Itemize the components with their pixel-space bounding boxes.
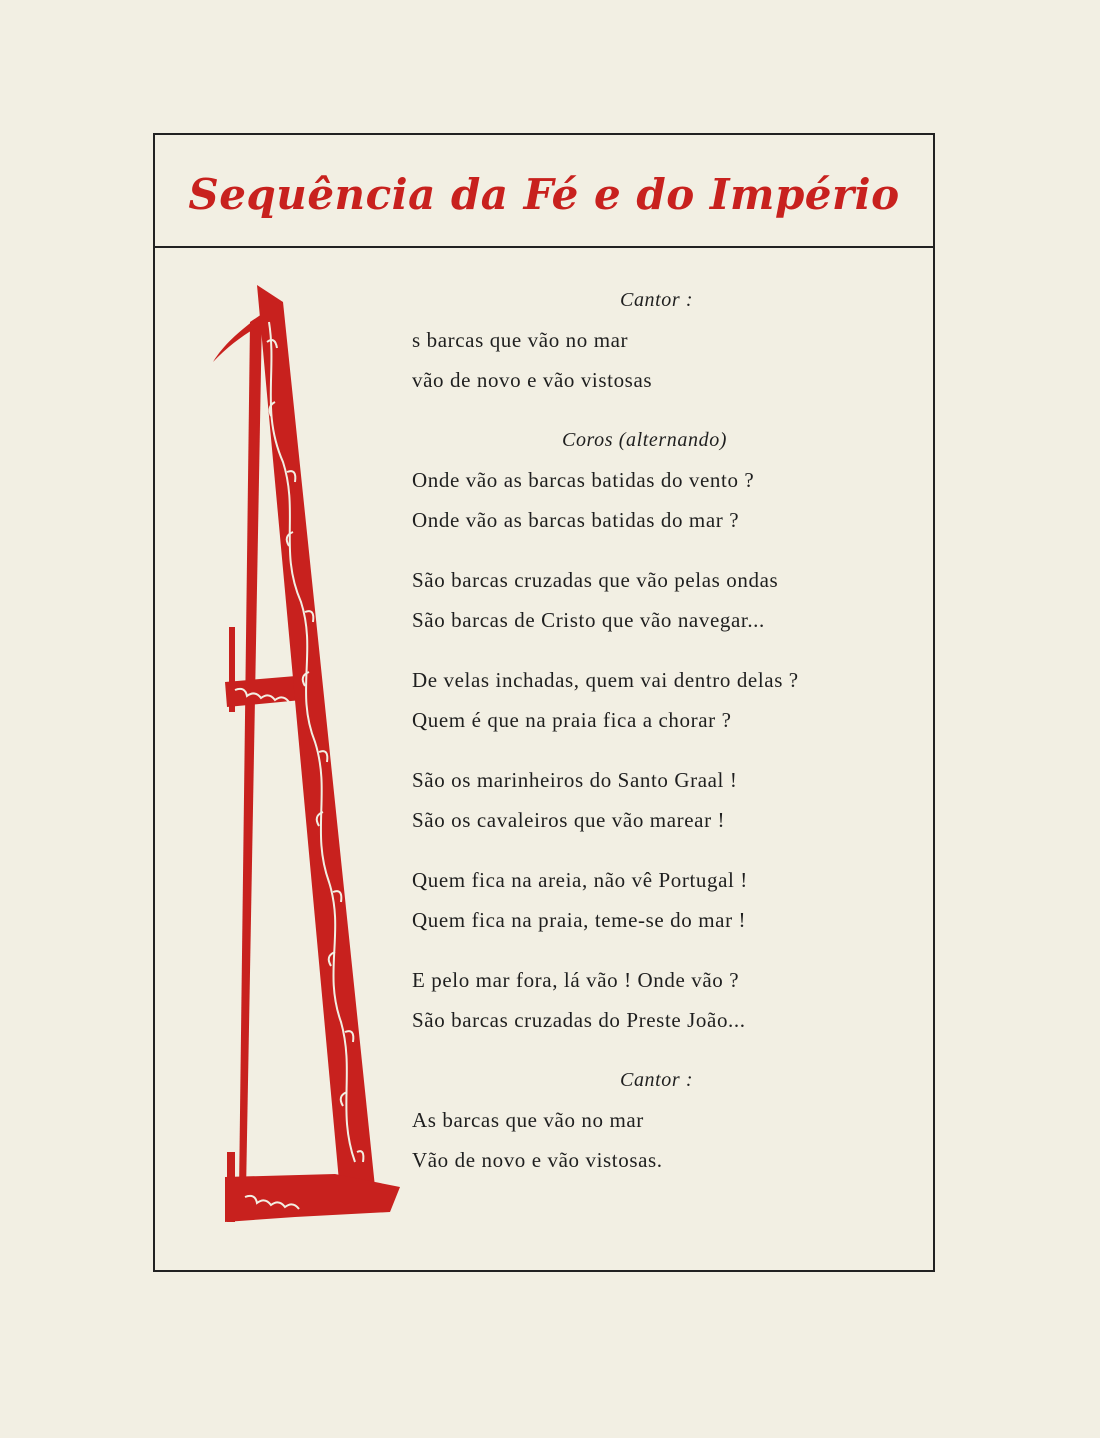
- poem-line: As barcas que vão no mar: [412, 1108, 644, 1132]
- poem-line: São os marinheiros do Santo Graal !: [412, 768, 738, 792]
- poem-line: E pelo mar fora, lá vão ! Onde vão ?: [412, 968, 740, 992]
- poem-line: São barcas cruzadas do Preste João...: [412, 1008, 746, 1032]
- page-title: Sequência da Fé e do Império: [188, 170, 900, 219]
- poem-line: Quem fica na praia, teme-se do mar !: [412, 908, 747, 932]
- poem-line: Onde vão as barcas batidas do vento ?: [412, 468, 755, 492]
- poem-line: s barcas que vão no mar: [412, 328, 629, 352]
- poem-line: Vão de novo e vão vistosas.: [412, 1148, 663, 1172]
- illuminated-letter-a-icon: [205, 282, 405, 1232]
- poem-line: Quem fica na areia, não vê Portugal !: [412, 868, 748, 892]
- speaker-cantor: Cantor :: [620, 1069, 694, 1091]
- poem-line: São os cavaleiros que vão marear !: [412, 808, 726, 832]
- poem-line: De velas inchadas, quem vai dentro delas ?: [412, 668, 799, 692]
- poem-text: [412, 280, 912, 1180]
- speaker-coros: Coros (alternando): [562, 429, 728, 451]
- speaker-cantor: Cantor :: [620, 289, 694, 311]
- poem-line: Quem é que na praia fica a chorar ?: [412, 708, 732, 732]
- poem-line: Onde vão as barcas batidas do mar ?: [412, 508, 740, 532]
- poem-line: vão de novo e vão vistosas: [412, 368, 653, 392]
- poem-line: São barcas de Cristo que vão navegar...: [412, 608, 765, 632]
- decorated-initial-a: [205, 282, 405, 1232]
- title-bar: [155, 135, 933, 248]
- poem-line: São barcas cruzadas que vão pelas ondas: [412, 568, 779, 592]
